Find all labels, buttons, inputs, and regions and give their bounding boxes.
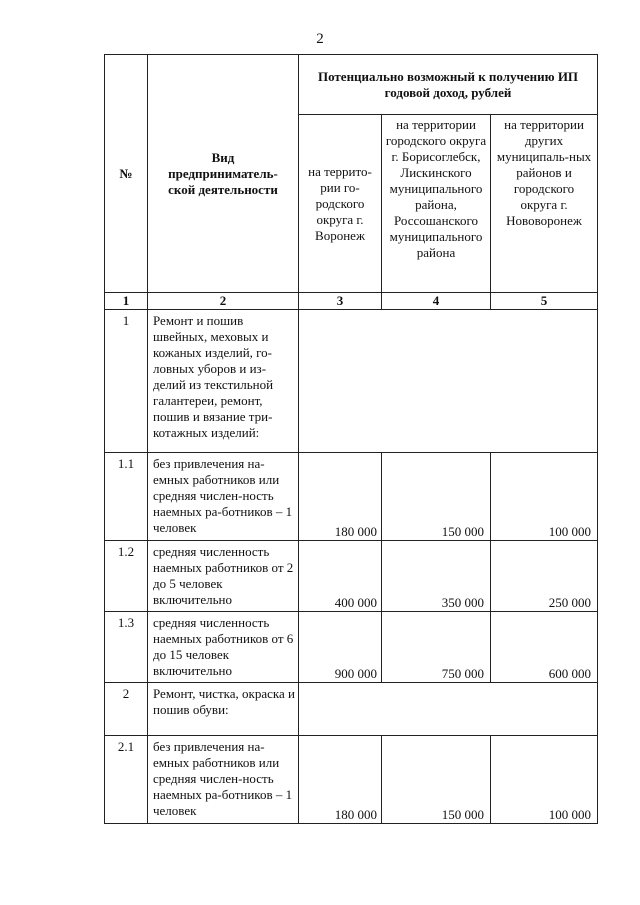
header-col-activity: Вид предприниматель-ской деятельности (148, 55, 299, 293)
table-row (105, 453, 598, 541)
header-col-voronezh: на террито-рии го-родского округа г. Воронеж (299, 115, 382, 293)
row-number: 1 (105, 310, 148, 453)
income-voronezh: 180 000 (299, 736, 382, 824)
header-income-title: Потенциально возможный к получению ИП годовой доход, рублей (299, 55, 598, 115)
column-number-5: 5 (491, 293, 598, 310)
income-other: 600 000 (491, 612, 598, 683)
income-other: 250 000 (491, 541, 598, 612)
column-number-1: 1 (105, 293, 148, 310)
table-row (105, 736, 598, 824)
income-voronezh: 180 000 (299, 453, 382, 541)
column-number-2: 2 (148, 293, 299, 310)
header-col-other: на территории других муниципаль-ных районов и городского округа г. Нововоронеж (491, 115, 598, 293)
empty-values-cell (299, 310, 598, 453)
table-row (105, 683, 598, 736)
income-borisoglebsk: 750 000 (382, 612, 491, 683)
row-number: 1.3 (105, 612, 148, 683)
header-col-num: № (105, 55, 148, 293)
page-number: 2 (316, 31, 324, 47)
activity-description: Ремонт, чистка, окраска и пошив обуви: (148, 683, 299, 736)
row-number: 1.2 (105, 541, 148, 612)
row-number: 2.1 (105, 736, 148, 824)
income-other: 100 000 (491, 453, 598, 541)
activity-description: без привлечения на-емных работников или средняя числен-ность наемных ра-ботников – 1 человек (148, 453, 299, 541)
activity-description: средняя численность наемных работников от 6 до 15 человек включительно (148, 612, 299, 683)
income-voronezh: 900 000 (299, 612, 382, 683)
row-number: 2 (105, 683, 148, 736)
income-voronezh: 400 000 (299, 541, 382, 612)
column-number-3: 3 (299, 293, 382, 310)
income-other: 100 000 (491, 736, 598, 824)
column-number-4: 4 (382, 293, 491, 310)
income-borisoglebsk: 350 000 (382, 541, 491, 612)
income-borisoglebsk: 150 000 (382, 736, 491, 824)
table-row (105, 310, 598, 453)
income-borisoglebsk: 150 000 (382, 453, 491, 541)
income-table (104, 54, 598, 824)
activity-description: средняя численность наемных работников от 2 до 5 человек включительно (148, 541, 299, 612)
row-number: 1.1 (105, 453, 148, 541)
table-row (105, 541, 598, 612)
header-col-borisoglebsk: на территории городского округа г. Борисоглебск, Лискинского муниципального района, Россошанского муниципального района (382, 115, 491, 293)
empty-values-cell (299, 683, 598, 736)
activity-description: без привлечения на-емных работников или средняя числен-ность наемных ра-ботников – 1 человек (148, 736, 299, 824)
table-row (105, 612, 598, 683)
activity-description: Ремонт и пошив швейных, меховых и кожаных изделий, го-ловных уборов и из-делий из текстильной галантереи, ремонт, пошив и вязание три-котажных изделий: (148, 310, 299, 453)
